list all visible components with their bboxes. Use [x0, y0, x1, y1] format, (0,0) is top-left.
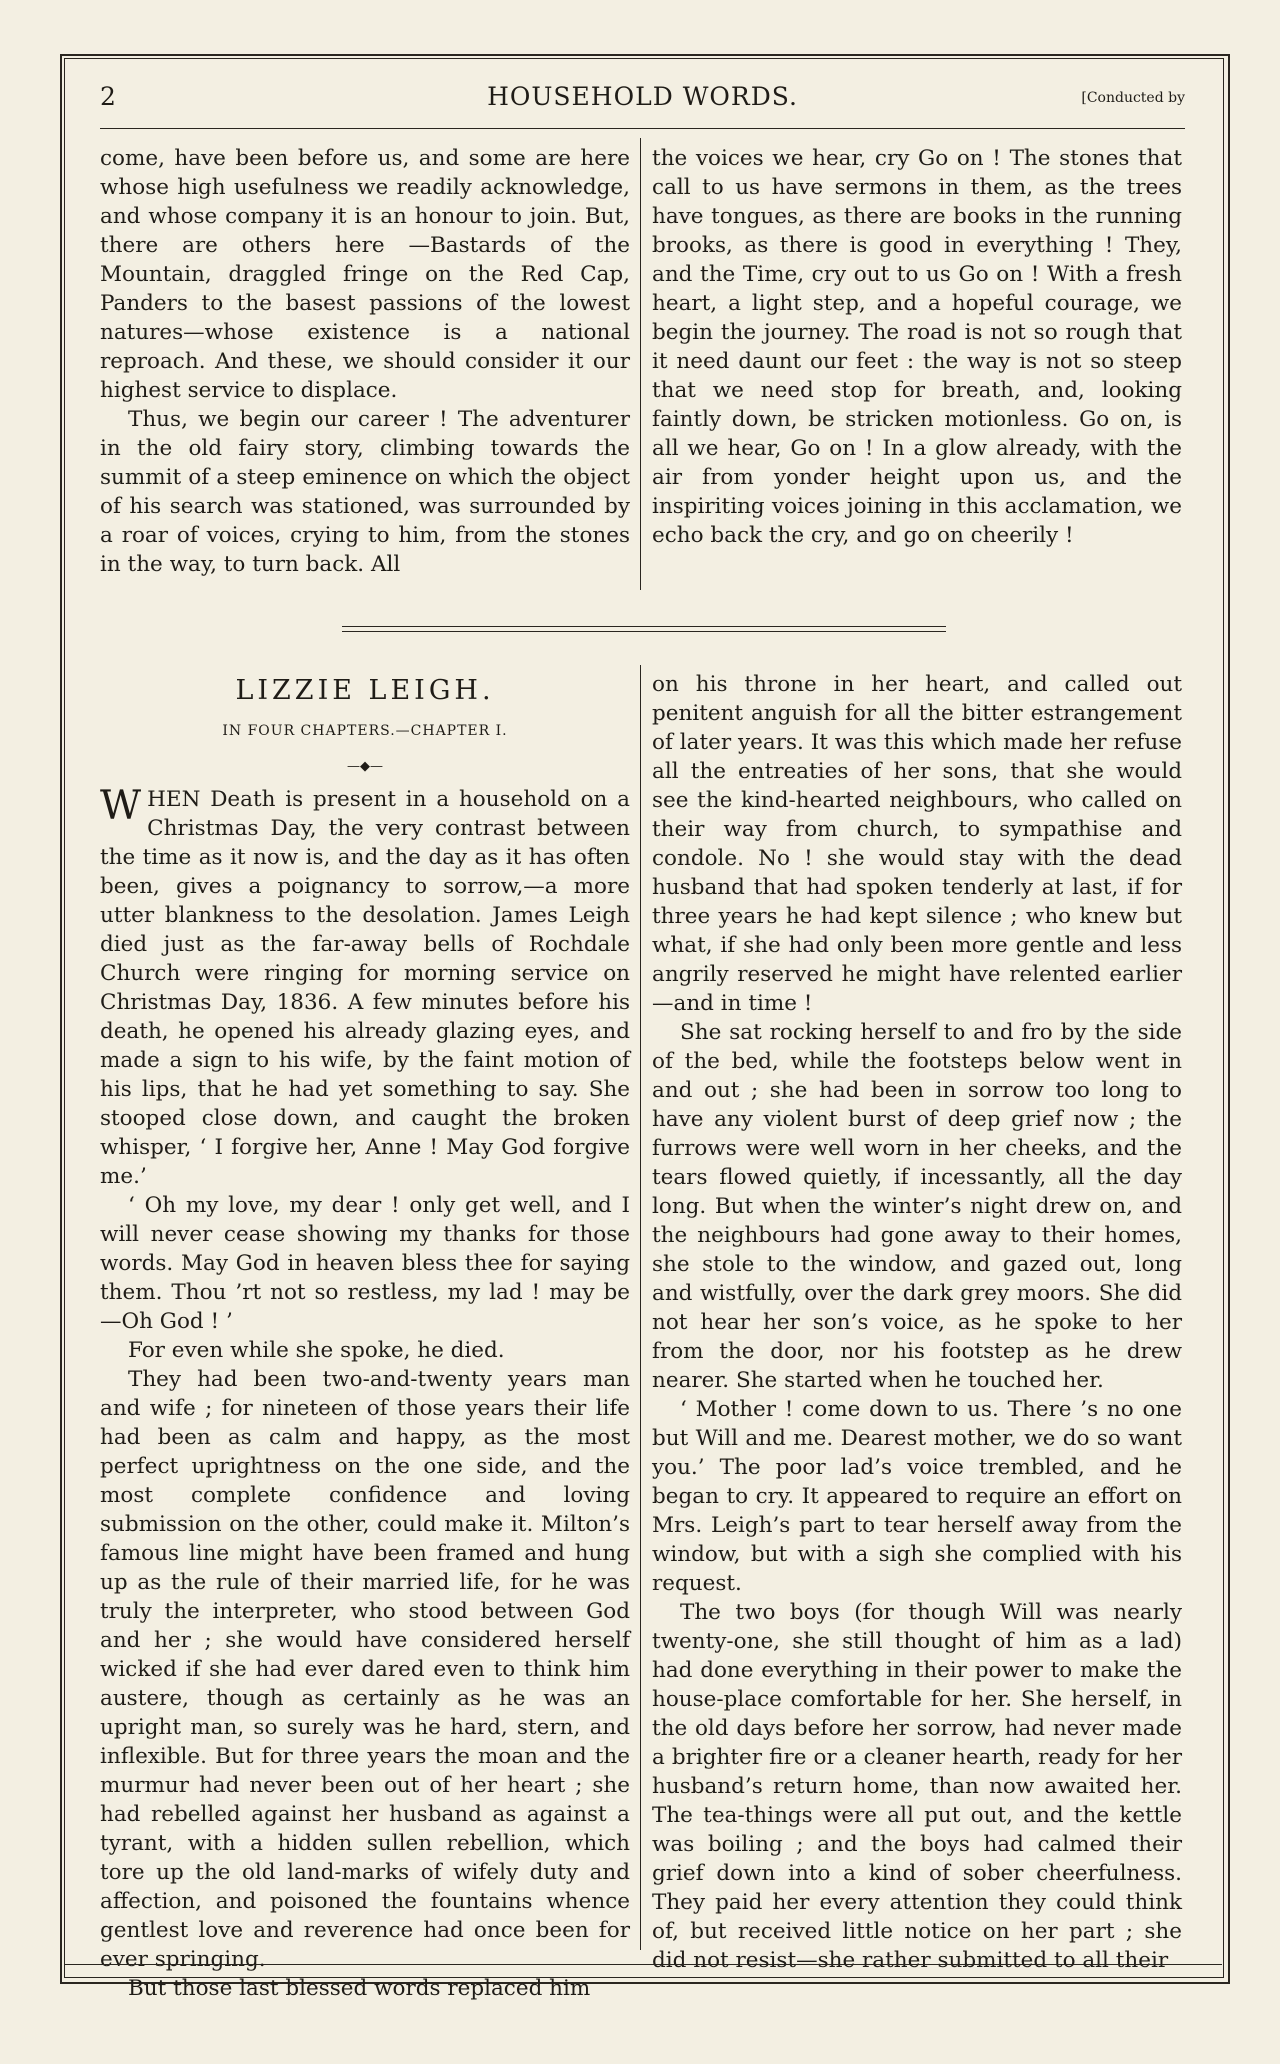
column-divider [640, 665, 641, 1950]
section-divider [342, 626, 946, 632]
paragraph [100, 785, 630, 1191]
bottom-rule [64, 1964, 1222, 1965]
running-title: HOUSEHOLD WORDS. [487, 82, 798, 111]
page-number: 2 [100, 82, 116, 111]
story-subtitle: IN FOUR CHAPTERS.—CHAPTER I. [222, 723, 508, 739]
paragraph: ‘ Mother ! come down to us. There ’s no one but Will and me. Dearest mother, we do so want you.’ The poor lad’s voice trembled, and he began to cry. It appeared to require an effort on Mrs. Leigh’s part to tear herself away from the window, but with a sigh she complied with his request. [652, 1397, 1182, 1596]
page-header [100, 82, 1185, 116]
top-left-column [100, 144, 630, 579]
paragraph: But those last blessed words replaced him [128, 1976, 591, 2001]
paragraph: She sat rocking herself to and fro by the side of the bed, while the footsteps below went in and out ; she had been in sorrow too long to have any violent burst of deep grief now ; the furrows were well worn in her cheeks, and the tears flowed quietly, if incessantly, all the day long. But when the winter’s night drew on, and the neighbours had gone away to their homes, she stole to the window, and gazed out, long and wistfully, over the dark grey moors. She did not hear her son’s voice, as he spoke to her from the door, nor his footstep as he drew nearer. She started when he touched her. [652, 1020, 1182, 1393]
paragraph: For even while she spoke, he died. [128, 1338, 505, 1363]
paragraph: come, have been before us, and some are here whose high usefulness we readily acknowledge, and whose company it is an honour to join. But, there are others here —Bastards of the Mountain, draggled fringe on the Red Cap, Panders to the basest passions of the lowest natures—whose existence is a national reproach. And these, we should consider it our highest service to displace. [100, 146, 630, 403]
paragraph-text: HEN Death is present in a household on a Christmas Day, the very contrast between the time as it now is, and the day as it has often been, gives a poignancy to sorrow,—a more utter blankness to the desolation. James Leigh died just as the far-away bells of Rochdale Church were ringing for morning service on Christmas Day, 1836. A few minutes before his death, he opened his already glazing eyes, and made a sign to his wife, by the faint motion of his lips, that he had yet something to say. She stooped close down, and caught the broken whisper, ‘ I forgive her, Anne ! May God forgive me.’ [100, 787, 630, 1189]
ornament: —◆— [347, 759, 383, 774]
paragraph: ‘ Oh my love, my dear ! only get well, and I will never cease showing my thanks for those words. May God in heaven bless thee for saying them. Thou ’rt not so restless, my lad ! may be—Oh God ! ’ [100, 1193, 630, 1334]
story-title: LIZZIE LEIGH. [235, 675, 495, 706]
paragraph: Thus, we begin our career ! The adventurer in the old fairy story, climbing towards the summit of a steep eminence on which the object of his search was stationed, was surrounded by a roar of voices, crying to him, from the stones in the way, to turn back. All [100, 407, 630, 577]
conducted-by: [Conducted by [1081, 90, 1185, 106]
paragraph: the voices we hear, cry Go on ! The stones that call to us have sermons in them, as the trees have tongues, as there are books in the running brooks, as there is good in everything ! They, and the Time, cry out to us Go on ! With a fresh heart, a light step, and a hopeful courage, we begin the journey. The road is not so rough that it need daunt our feet : the way is not so steep that we need stop for breath, and, looking faintly down, be stricken motionless. Go on, is all we hear, Go on ! In a glow already, with the air from yonder height upon us, and the inspiriting voices joining in this acclamation, we echo back the cry, and go on cheerily ! [652, 146, 1182, 548]
story-left-column [100, 670, 630, 2003]
paragraph: The two boys (for though Will was nearly twenty-one, she still thought of him as a lad) had done everything in their power to make the house-place comfortable for her. She herself, in the old days before her sorrow, had never made a brighter fire or a cleaner hearth, ready for her husband’s return home, than now awaited her. The tea-things were all put out, and the kettle was boiling ; and the boys had calmed their grief down into a kind of sober cheerfulness. They paid her every attention they could think of, but received little notice on her part ; she did not resist—she rather submitted to all their [652, 1600, 1182, 1973]
story-right-column [652, 670, 1182, 1975]
paragraph: They had been two-and-twenty years man and wife ; for nineteen of those years their life had been as calm and happy, as the most perfect uprightness on the one side, and the most complete confidence and loving submission on the other, could make it. Milton’s famous line might have been framed and hung up as the rule of their married life, for he was truly the interpreter, who stood between God and her ; she would have considered herself wicked if she had ever dared even to think him austere, though as certainly as he was an upright man, so surely was he hard, stern, and inflexible. But for three years the moan and the murmur had never been out of her heart ; she had rebelled against her husband as against a tyrant, with a hidden sullen rebellion, which tore up the old land-marks of wifely duty and affection, and poisoned the fountains whence gentlest love and reverence had once been for ever springing. [100, 1367, 630, 1972]
top-right-column [652, 144, 1182, 550]
drop-cap: W [100, 783, 142, 829]
column-divider [640, 138, 641, 590]
paragraph: on his throne in her heart, and called out penitent anguish for all the bitter estrangement of later years. It was this which made her refuse all the entreaties of her sons, that she would see the kind-hearted neighbours, who called on their way from church, to sympathise and condole. No ! she would stay with the dead husband that had spoken tenderly at last, if for three years he had kept silence ; who knew but what, if she had only been more gentle and less angrily reserved he might have relented earlier—and in time ! [652, 672, 1182, 1016]
header-rule [100, 128, 1185, 129]
